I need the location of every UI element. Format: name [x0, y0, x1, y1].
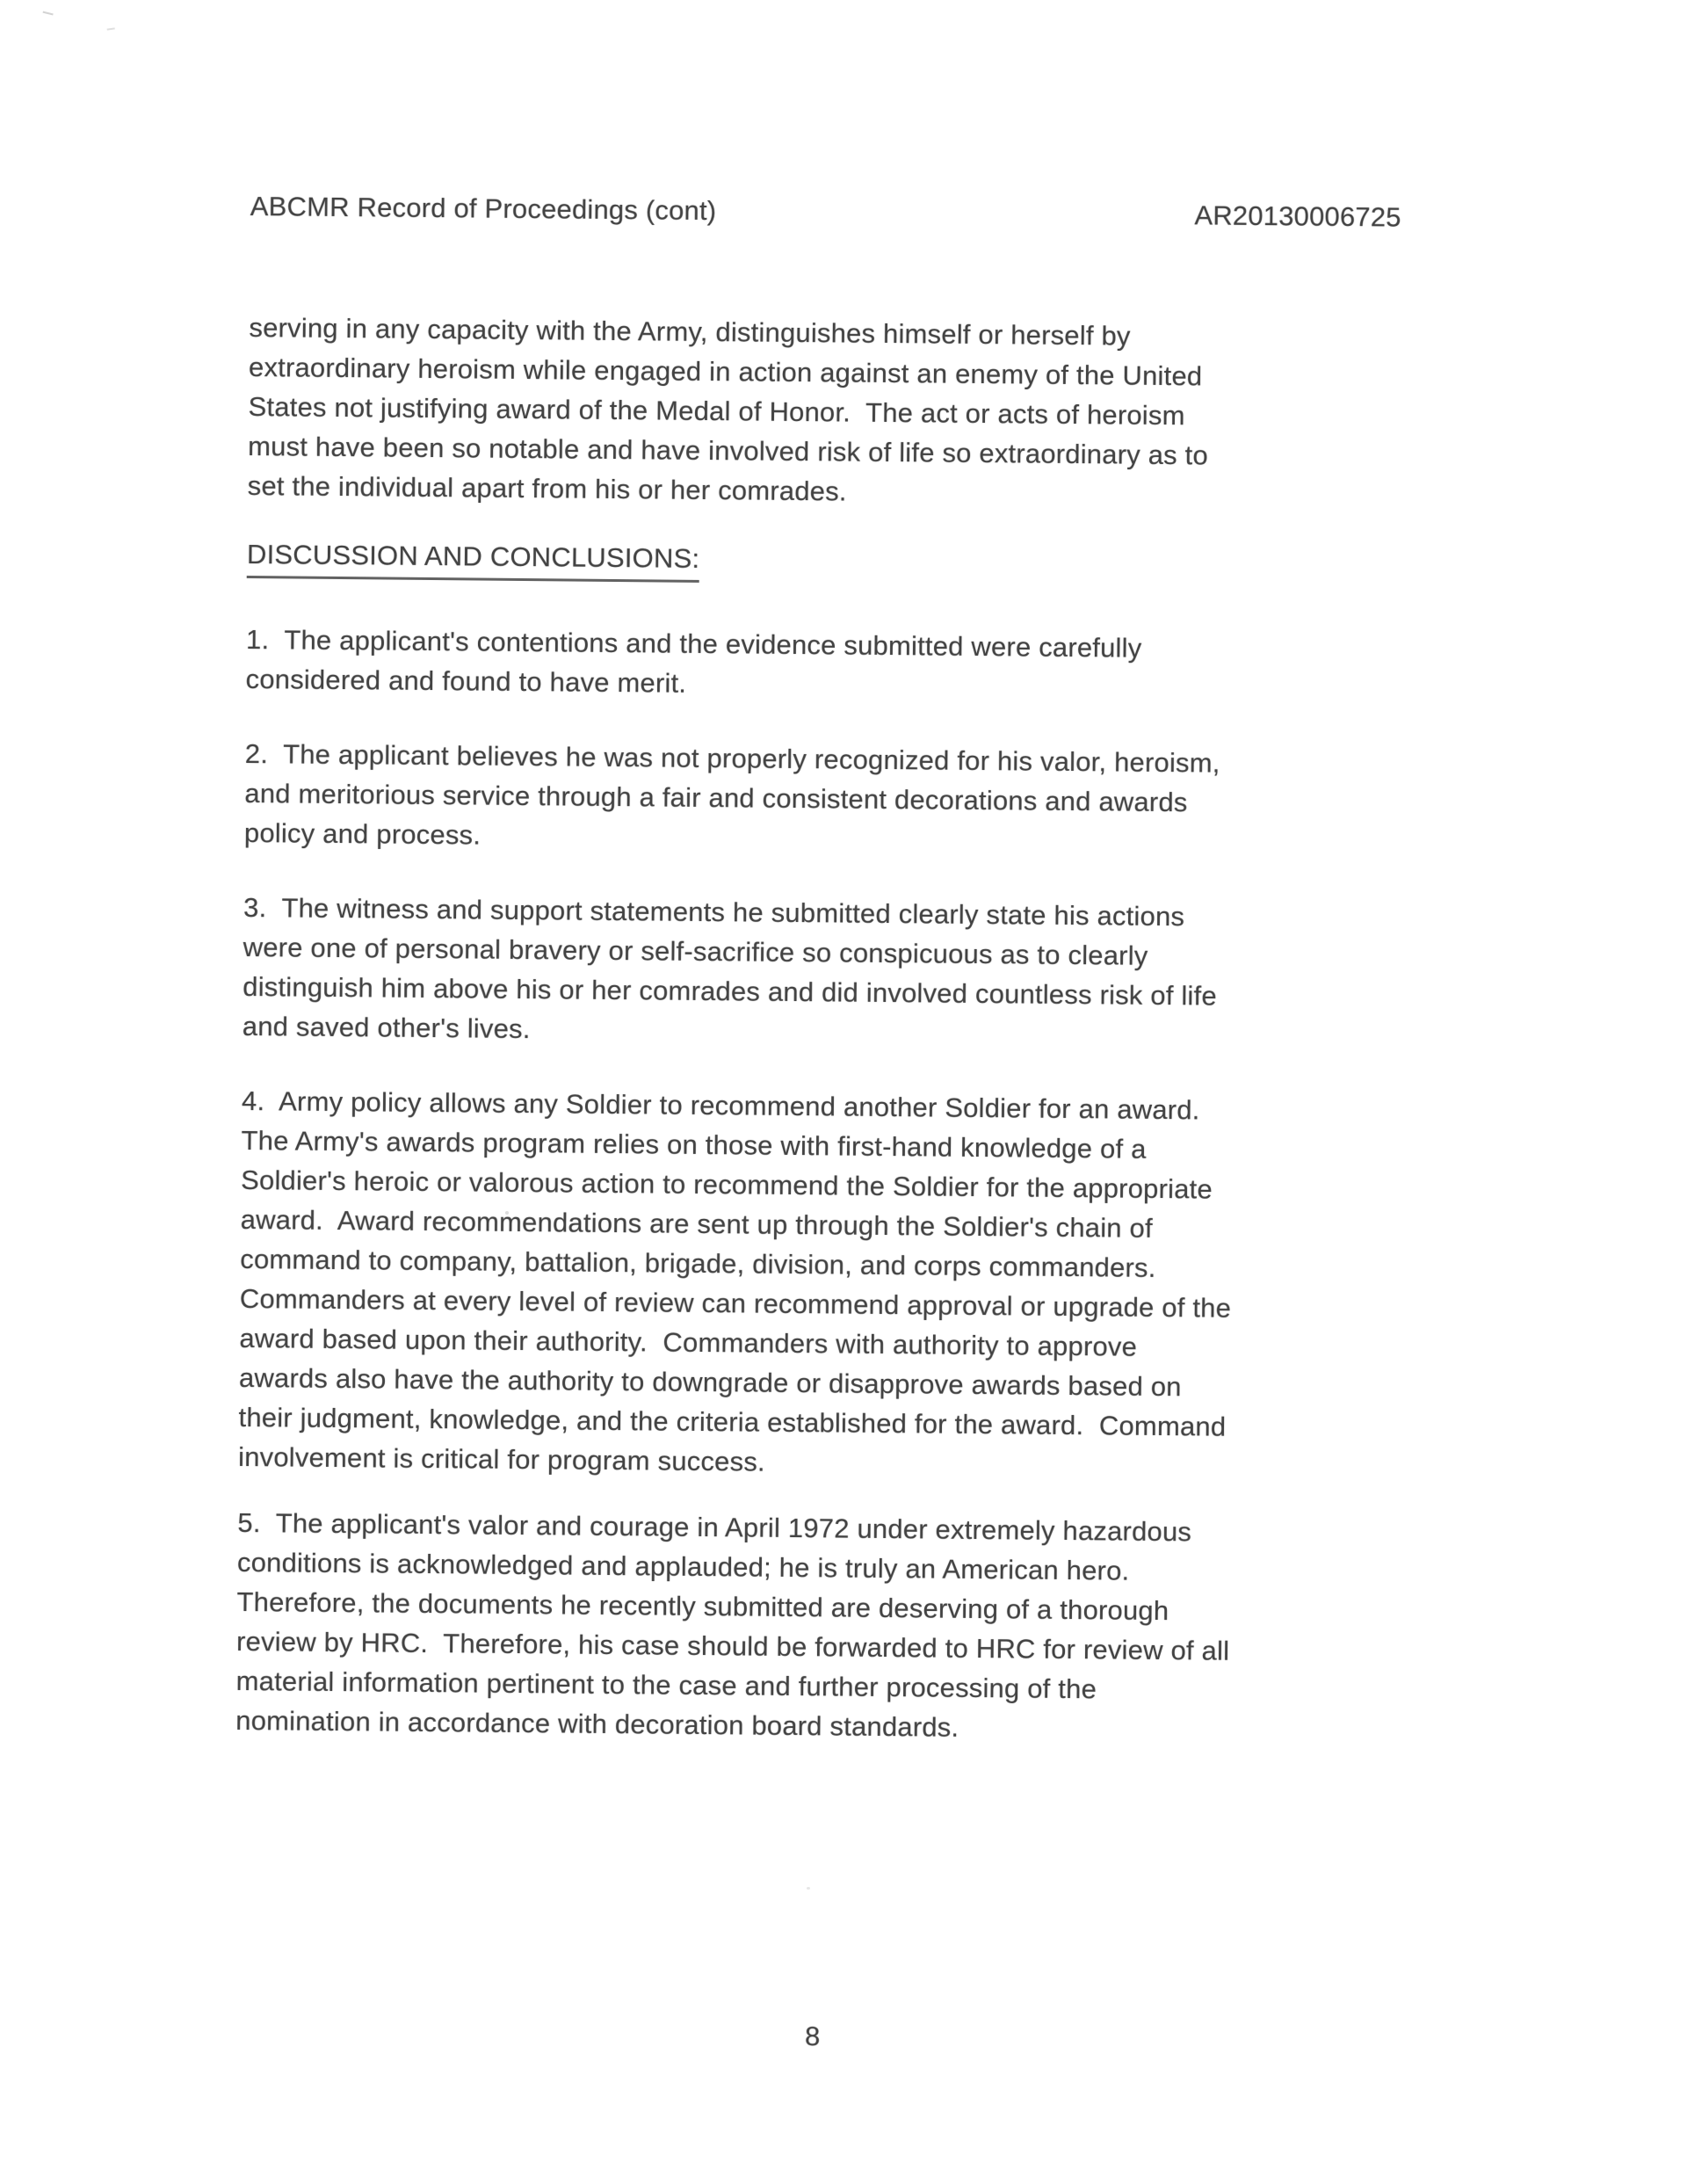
- numbered-paragraph-5: 5. The applicant's valor and courage in April 1972 under extremely hazardous conditions is acknowledged and applauded; he is truly an American hero. Therefore, the documents he recently submitted are deserving of a thorough review by HRC. Therefore, his case should be forwarded to HRC for review of all material information pertinent to the case and further processing of the nomination in accordance with decoration board standards.: [235, 1506, 1230, 1743]
- section-heading: [247, 534, 1468, 590]
- page-footer: [233, 2011, 1454, 2062]
- page-header: [250, 186, 1472, 237]
- section-heading-text: DISCUSSION AND CONCLUSIONS:: [247, 534, 700, 583]
- intro-paragraph: serving in any capacity with the Army, distinguishes himself or herself by extraordinary heroism while engaged in action against an enemy of the United States not justifying award of the Medal of Honor. The act or acts of heroism must have been so notable and have involved risk of life so extraordinary as to set the individual apart from his or her comrades.: [247, 311, 1209, 507]
- numbered-paragraph-2: 2. The applicant believes he was not properly recognized for his valor, heroism, and meritorious service through a fair and consistent decorations and awards policy and process.: [243, 737, 1220, 851]
- numbered-paragraph-4: 4. Army policy allows any Soldier to recommend another Soldier for an award. The Army's awards program relies on those with first-hand knowledge of a Soldier's heroic or valorous action to recommend the Soldier for the appropriate award. Award recommendations are sent up through the Soldier's chain of command to company, battalion, brigade, division, and corps commanders. Commanders at every level of review can recommend approval or upgrade of the award based upon their authority. Commanders with authority to approve awards also have the authority to downgrade or disapprove awards based on their judgment, knowledge, and the criteria established for the award. Command involvement is critical for program success.: [237, 1085, 1232, 1477]
- document-title: ABCMR Record of Proceedings (cont): [250, 190, 717, 227]
- scan-artifact: [107, 27, 116, 33]
- numbered-paragraph-3: 3. The witness and support statements he submitted clearly state his actions were one of personal bravery or self-sacrifice so conspicuous as to clearly distinguish him above his or her comrades and did involved countless risk of life and saved other's lives.: [242, 891, 1218, 1045]
- numbered-paragraph-1: 1. The applicant's contentions and the evidence submitted were carefully considered and found to have merit.: [245, 623, 1142, 699]
- scan-artifact: [41, 11, 53, 20]
- page-number: 8: [804, 2021, 821, 2052]
- case-number: AR20130006725: [1194, 200, 1401, 233]
- page-content: [233, 186, 1472, 2062]
